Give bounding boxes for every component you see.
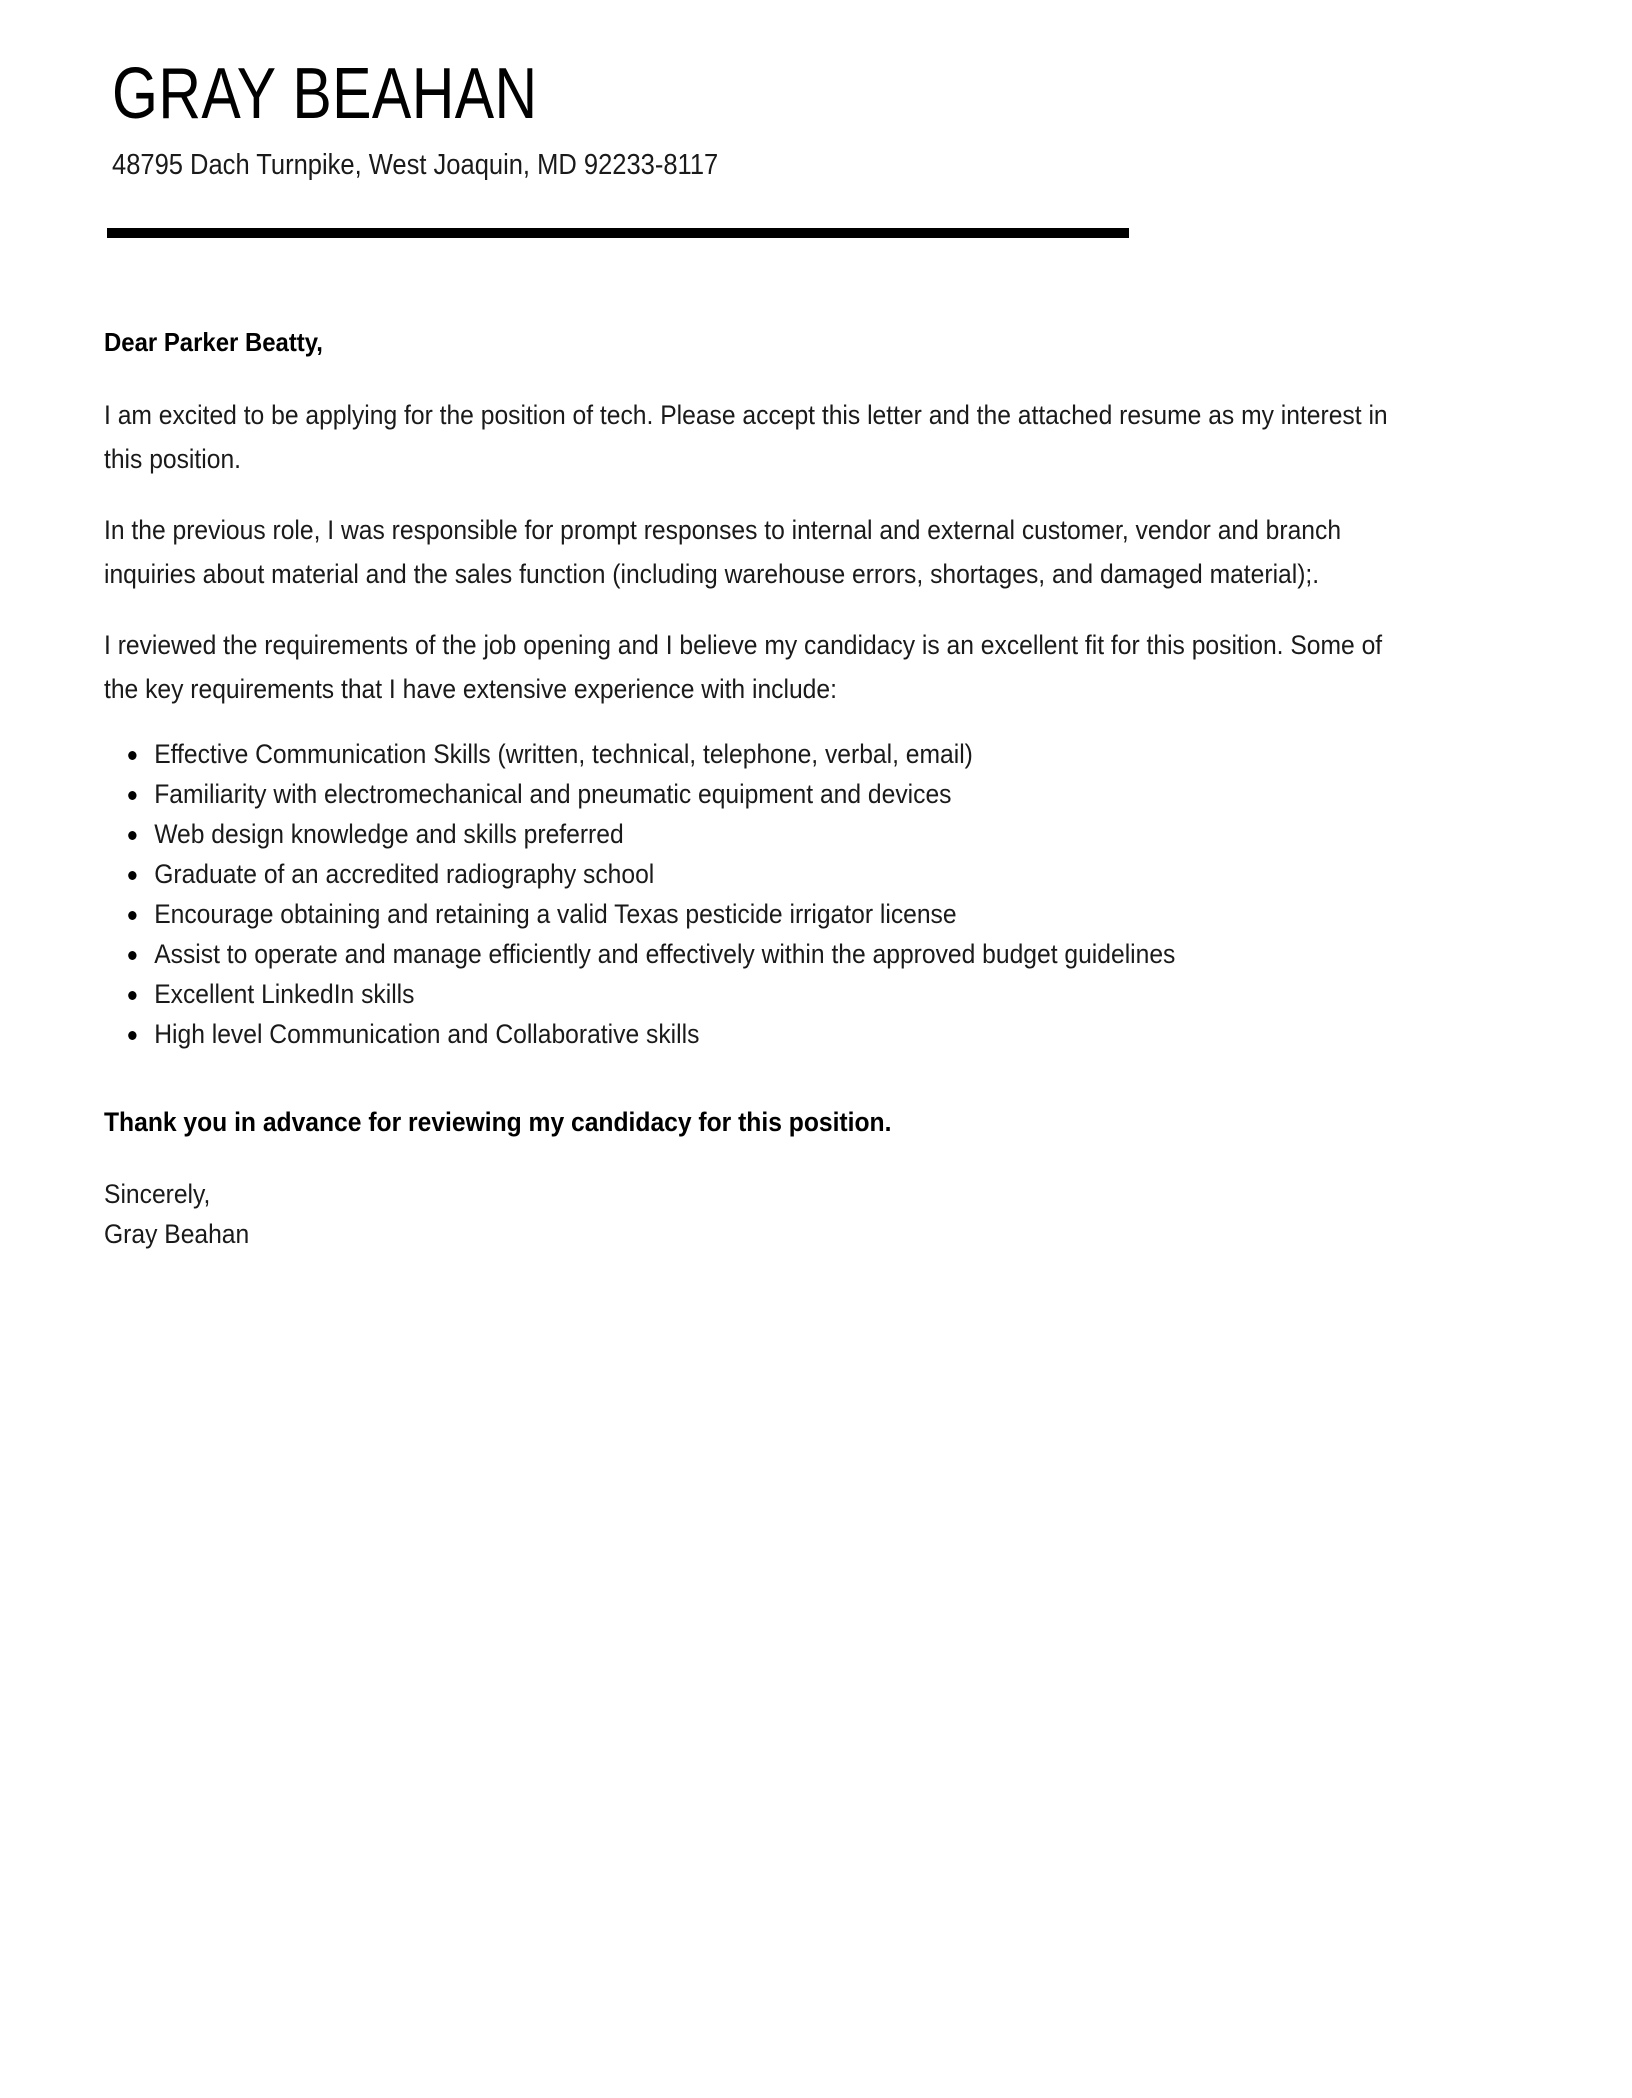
- candidate-name: GRAY BEAHAN: [112, 54, 538, 134]
- body-paragraph-3: I reviewed the requirements of the job opening and I believe my candidacy is an excellent fit for this position. Some of the key requirements that I have extensive experience with include:: [104, 630, 1383, 704]
- body-paragraph-1: I am excited to be applying for the position of tech. Please accept this letter and the attached resume as my interest in this position.: [104, 400, 1388, 474]
- salutation: Dear Parker Beatty,: [104, 327, 323, 357]
- letterhead: [112, 52, 1522, 184]
- signoff-line: Sincerely,: [104, 1179, 211, 1209]
- list-item: Excellent LinkedIn skills: [104, 978, 1406, 1010]
- candidate-address: 48795 Dach Turnpike, West Joaquin, MD 92233-8117: [112, 149, 719, 181]
- list-item: Encourage obtaining and retaining a valid Texas pesticide irrigator license: [104, 898, 1406, 930]
- header-divider-rule: [107, 228, 1129, 238]
- list-item: Graduate of an accredited radiography school: [104, 858, 1406, 890]
- list-item: Familiarity with electromechanical and pneumatic equipment and devices: [104, 778, 1406, 810]
- signature-name: Gray Beahan: [104, 1219, 250, 1249]
- list-item: Effective Communication Skills (written, technical, telephone, verbal, email): [104, 738, 1406, 770]
- closing-thanks: Thank you in advance for reviewing my candidacy for this position.: [104, 1107, 892, 1137]
- requirements-list: [104, 738, 1406, 1050]
- list-item: Assist to operate and manage efficiently and effectively within the approved budget guidelines: [104, 938, 1406, 970]
- letter-body: [104, 325, 1504, 1254]
- signature-block: [104, 1174, 1406, 1254]
- body-paragraph-2: In the previous role, I was responsible for prompt responses to internal and external customer, vendor and branch inquiries about material and the sales function (including warehouse errors, shortages, and damaged material);.: [104, 515, 1342, 589]
- list-item: Web design knowledge and skills preferred: [104, 818, 1406, 850]
- list-item: High level Communication and Collaborative skills: [104, 1018, 1406, 1050]
